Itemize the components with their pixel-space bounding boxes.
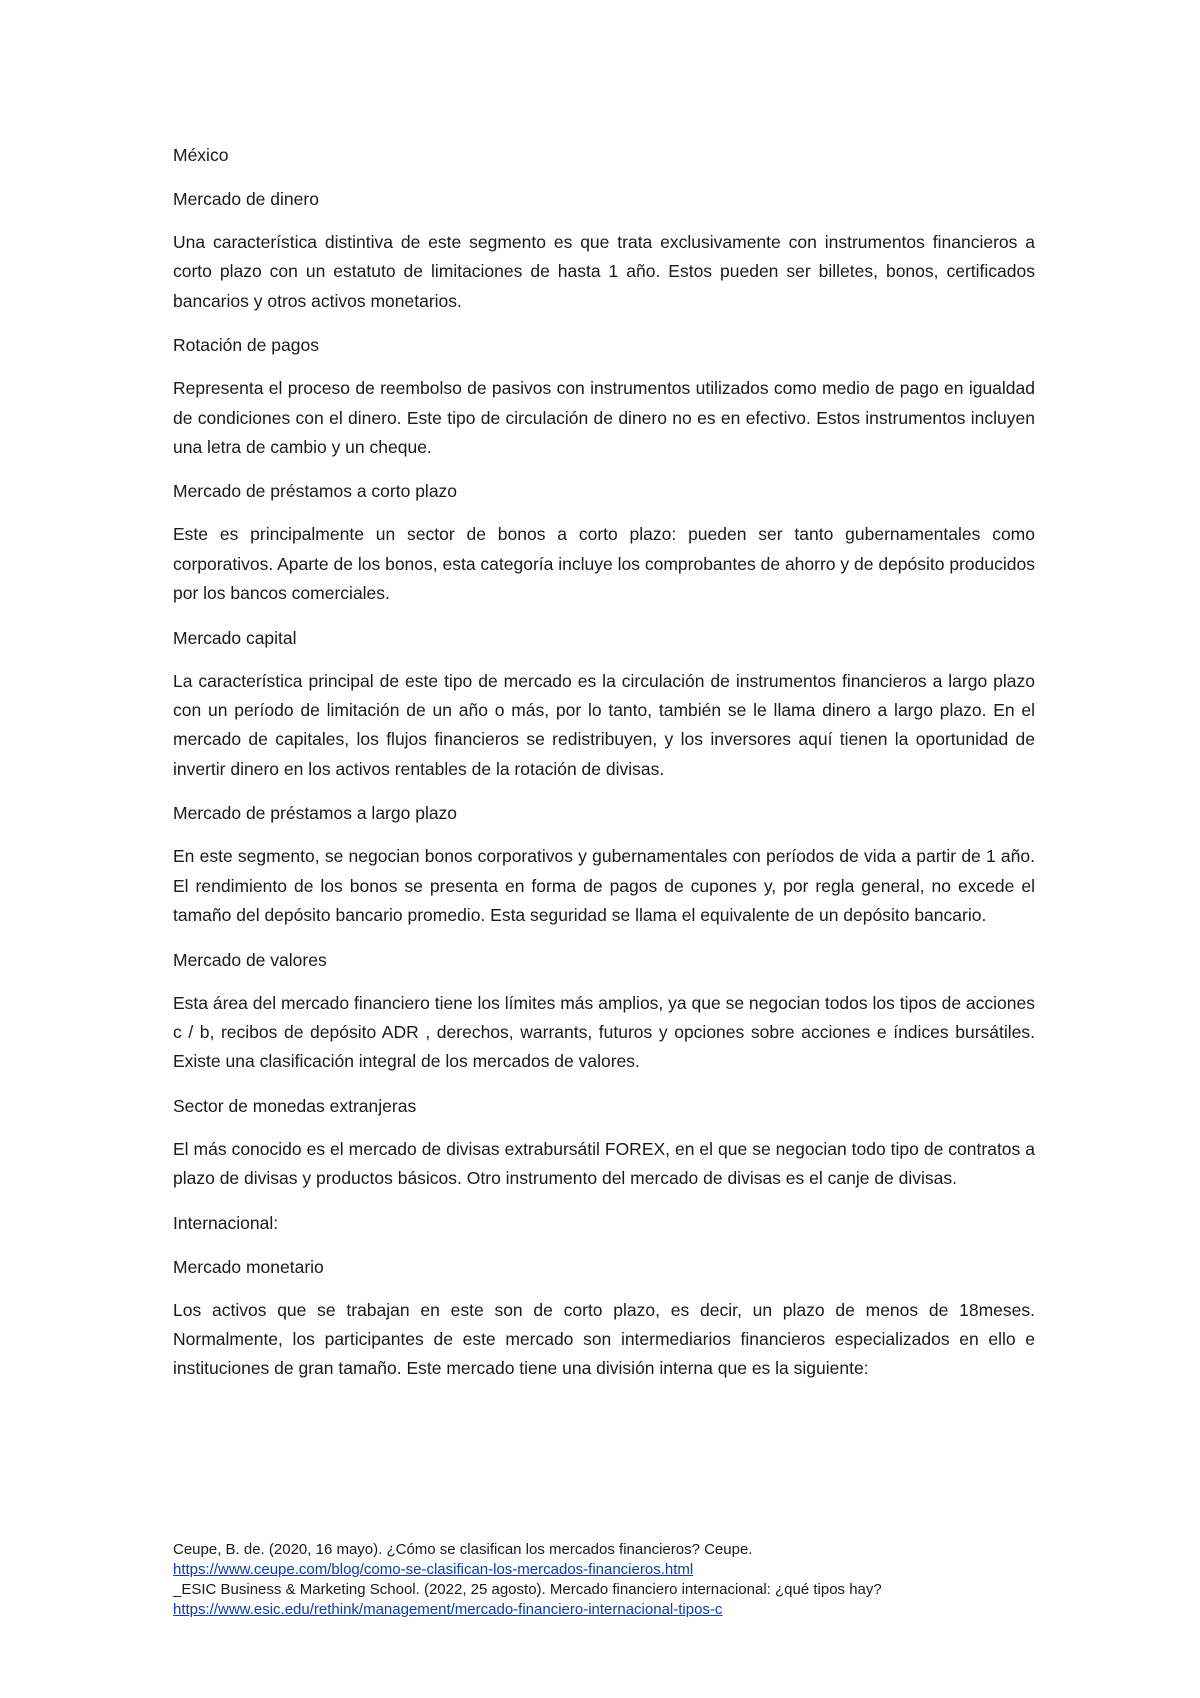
paragraph-prestamos-largo-plazo: En este segmento, se negocian bonos corporativos y gubernamentales con períodos de vida a partir de 1 año. El rendimiento de los bonos se presenta en forma de pagos de cupones y, por regla general, no excede el tamaño del depósito bancario promedio. Esta seguridad se llama el equivalente de un depósito bancario.: [173, 846, 1035, 926]
section-heading-internacional: Internacional:: [173, 1212, 279, 1233]
section-heading-mexico: México: [173, 145, 229, 165]
section-heading-rotacion-de-pagos: Rotación de pagos: [173, 335, 319, 356]
paragraph-prestamos-corto-plazo: Este es principalmente un sector de bonos a corto plazo: pueden ser tanto gubernamentales como corporativos. Aparte de los bonos, esta categoría incluye los comprobantes de ahorro y de depósito producidos por los bancos comerciales.: [173, 524, 1035, 604]
reference-link[interactable]: https://www.ceupe.com/blog/como-se-clasifican-los-mercados-financieros.html: [173, 1561, 694, 1578]
section-heading-mercado-de-dinero: Mercado de dinero: [173, 189, 319, 209]
references-footer: [173, 1540, 1073, 1620]
reference-link[interactable]: https://www.esic.edu/rethink/management/mercado-financiero-internacional-tipos-c: [173, 1601, 723, 1618]
section-heading-prestamos-largo-plazo: Mercado de préstamos a largo plazo: [173, 803, 458, 824]
section-heading-prestamos-corto-plazo: Mercado de préstamos a corto plazo: [173, 481, 458, 502]
paragraph-mercado-de-valores: Esta área del mercado financiero tiene los límites más amplios, ya que se negocian todos los tipos de acciones c / b, recibos de depósito ADR , derechos, warrants, futuros y opciones sobre acciones e índices bursátiles. Existe una clasificación integral de los mercados de valores.: [173, 992, 1035, 1072]
reference-citation: Ceupe, B. de. (2020, 16 mayo). ¿Cómo se clasifican los mercados financieros? Ceupe.: [173, 1541, 753, 1558]
paragraph-rotacion-de-pagos: Representa el proceso de reembolso de pasivos con instrumentos utilizados como medio de pago en igualdad de condiciones con el dinero. Este tipo de circulación de dinero no es en efectivo. Estos instrumentos incluyen una letra de cambio y un cheque.: [173, 378, 1035, 458]
paragraph-monedas-extranjeras: El más conocido es el mercado de divisas extrabursátil FOREX, en el que se negocian todo tipo de contratos a plazo de divisas y productos básicos. Otro instrumento del mercado de divisas es el canje de divisas.: [173, 1138, 1035, 1189]
document-body: [173, 140, 1035, 1398]
section-heading-monedas-extranjeras: Sector de monedas extranjeras: [173, 1095, 417, 1116]
paragraph-mercado-monetario: Los activos que se trabajan en este son de corto plazo, es decir, un plazo de menos de 18meses. Normalmente, los participantes de este mercado son intermediarios financieros especializados en ello e instituciones de gran tamaño. Este mercado tiene una división interna que es la siguiente:: [173, 1299, 1035, 1379]
paragraph-mercado-capital: La característica principal de este tipo de mercado es la circulación de instrumentos financieros a largo plazo con un período de limitación de un año o más, por lo tanto, también se le llama dinero a largo plazo. En el mercado de capitales, los flujos financieros se redistribuyen, y los inversores aquí tienen la oportunidad de invertir dinero en los activos rentables de la rotación de divisas.: [173, 670, 1035, 779]
reference-citation: _ESIC Business & Marketing School. (2022, 25 agosto). Mercado financiero internacional: ¿qué tipos hay?: [173, 1581, 882, 1598]
paragraph-mercado-de-dinero: Una característica distintiva de este segmento es que trata exclusivamente con instrumentos financieros a corto plazo con un estatuto de limitaciones de hasta 1 año. Estos pueden ser billetes, bonos, certificados bancarios y otros activos monetarios.: [173, 232, 1035, 311]
section-heading-mercado-de-valores: Mercado de valores: [173, 949, 327, 970]
section-heading-mercado-capital: Mercado capital: [173, 627, 297, 648]
section-heading-mercado-monetario: Mercado monetario: [173, 1256, 324, 1277]
